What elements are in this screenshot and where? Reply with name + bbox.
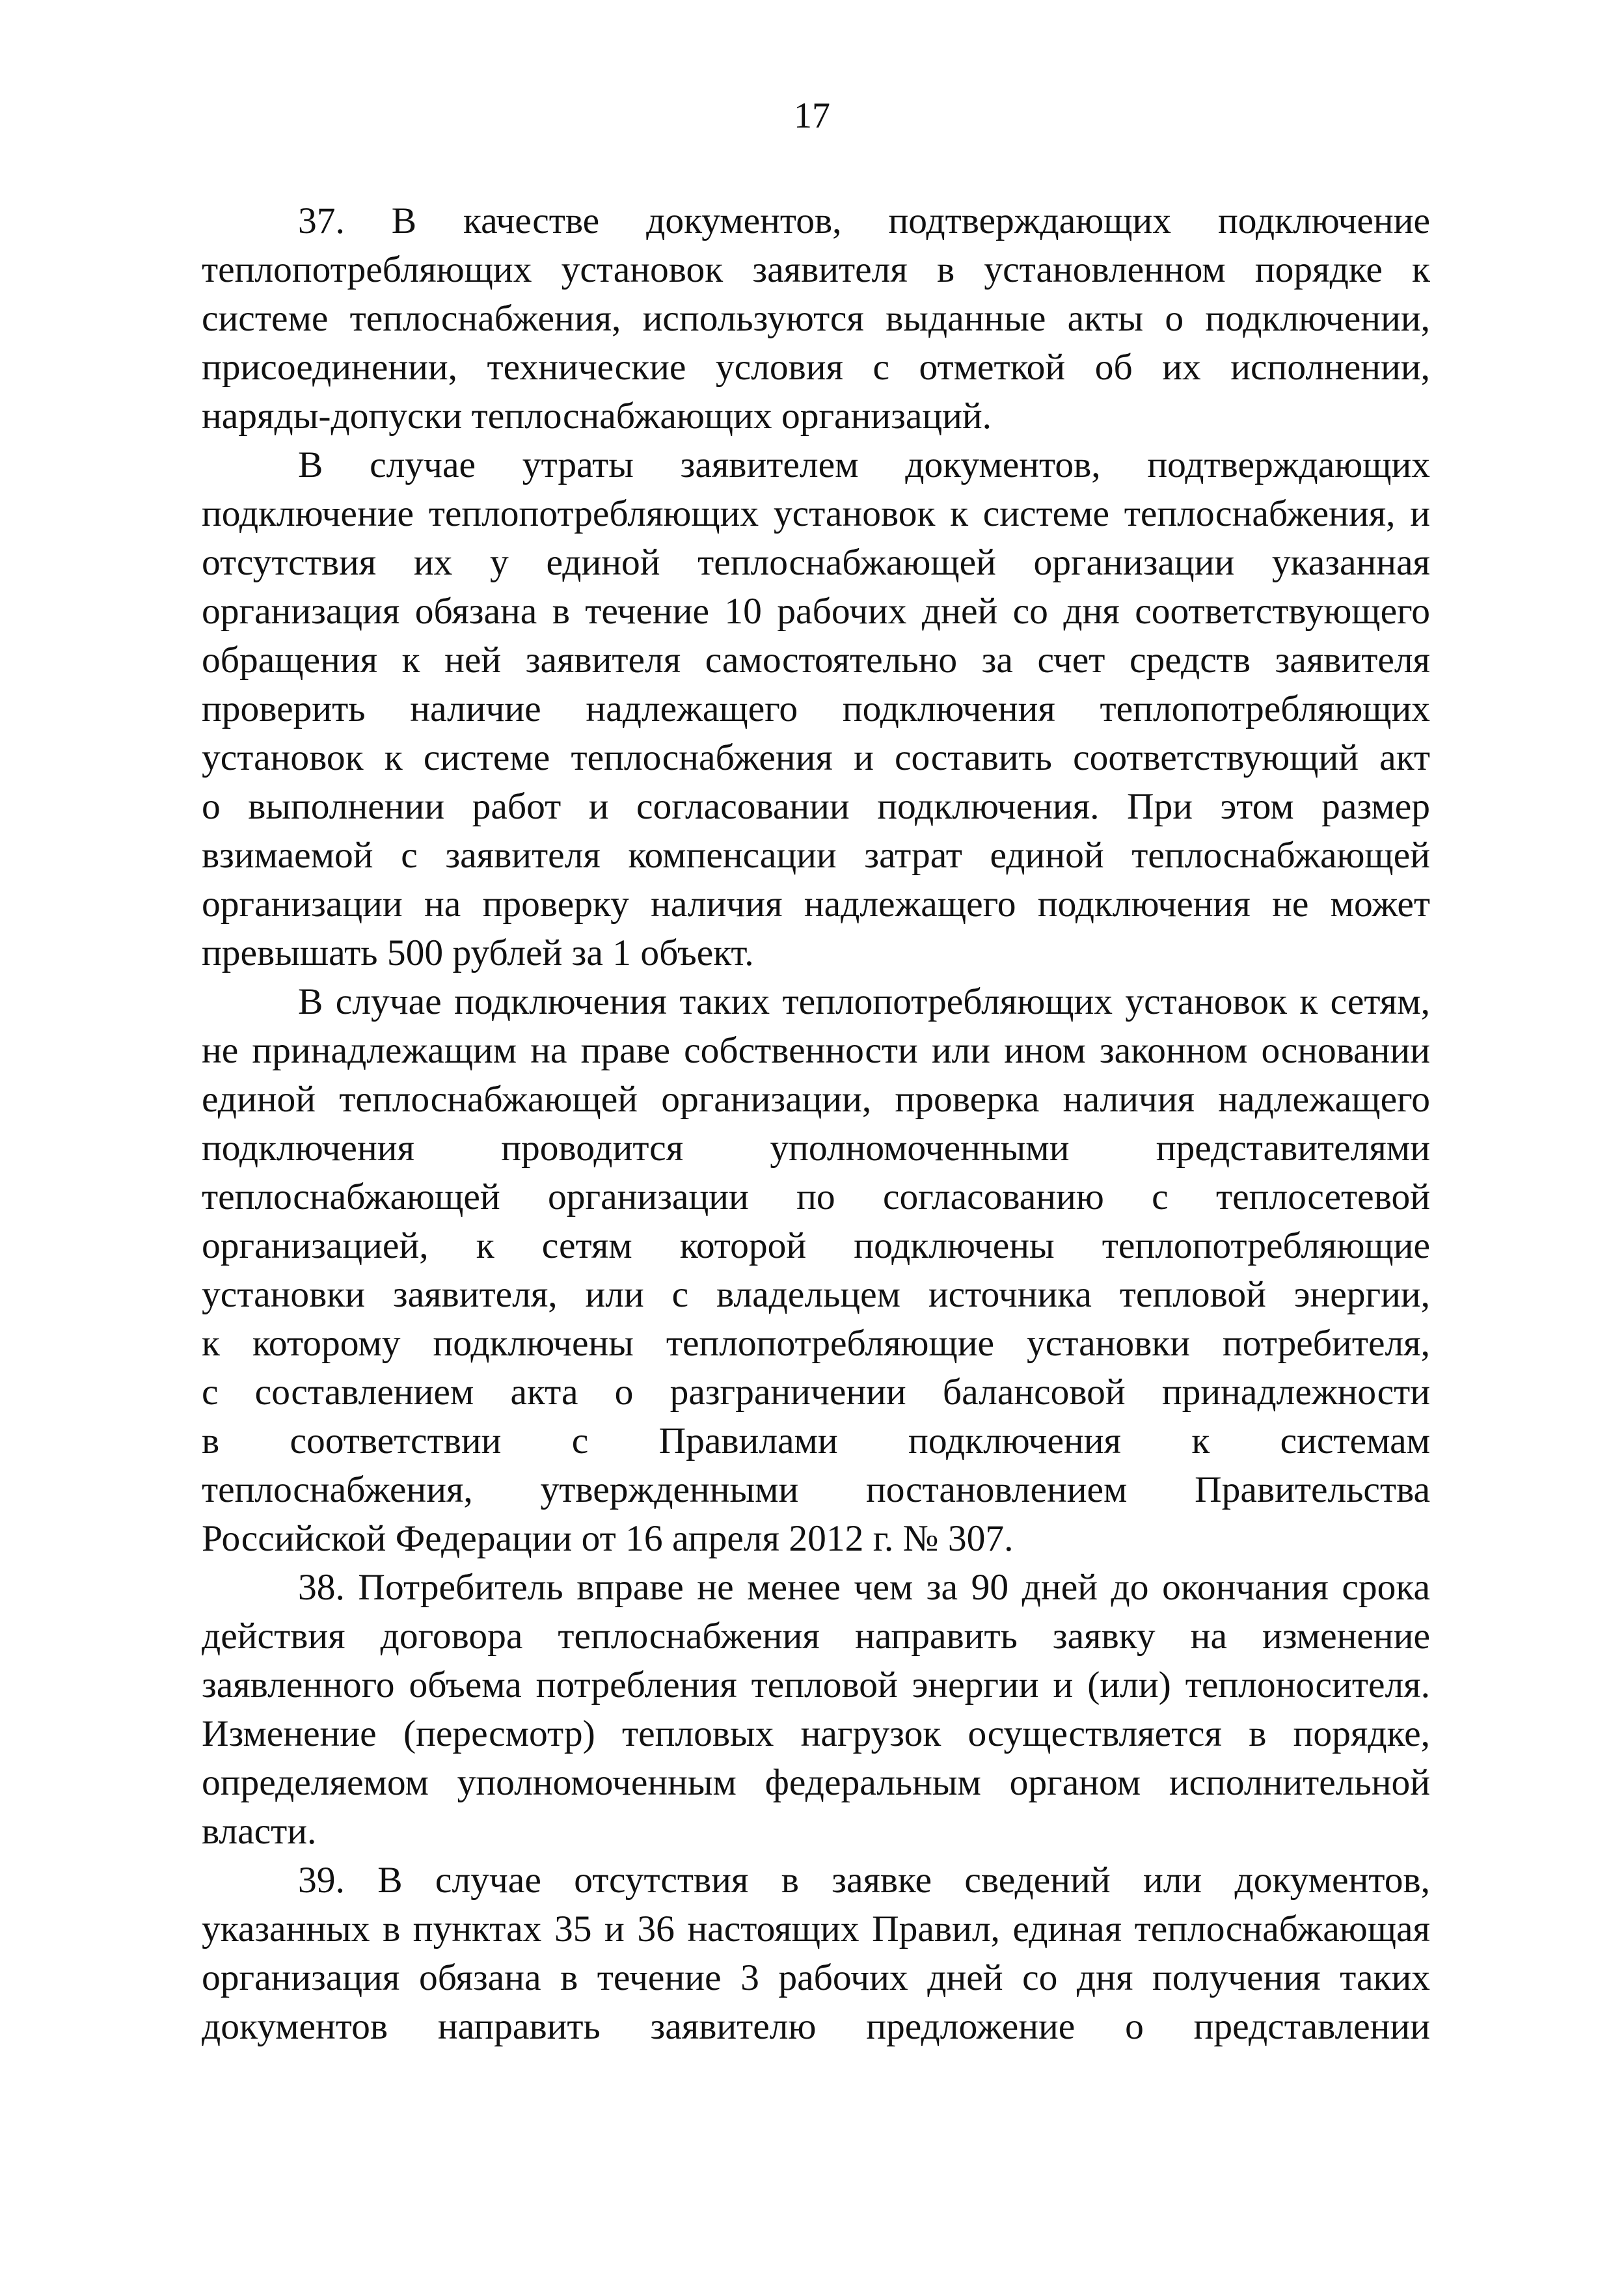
- text-line: В случае утраты заявителем документов, подтверждающих: [298, 444, 1430, 485]
- text-line: с составлением акта о разграничении балансовой принадлежности: [202, 1372, 1430, 1413]
- text-line: превышать 500 рублей за 1 объект.: [202, 932, 754, 973]
- text-line: в соответствии с Правилами подключения к системам: [202, 1420, 1430, 1461]
- text-line: организации на проверку наличия надлежащего подключения не может: [202, 884, 1430, 925]
- text-line: обращения к ней заявителя самостоятельно за счет средств заявителя: [202, 640, 1430, 681]
- paragraph-foreign-networks: [202, 977, 1430, 1563]
- text-line: указанных в пунктах 35 и 36 настоящих Правил, единая теплоснабжающая: [202, 1908, 1430, 1949]
- document-body: [202, 197, 1430, 2051]
- paragraph-37: [202, 197, 1430, 441]
- text-line: наряды-допуски теплоснабжающих организаций.: [202, 396, 992, 437]
- text-line: Российской Федерации от 16 апреля 2012 г. № 307.: [202, 1518, 1014, 1559]
- text-line: действия договора теплоснабжения направить заявку на изменение: [202, 1616, 1430, 1657]
- text-line: установки заявителя, или с владельцем источника тепловой энергии,: [202, 1274, 1430, 1315]
- text-line: организация обязана в течение 10 рабочих дней со дня соответствующего: [202, 591, 1430, 632]
- text-line: власти.: [202, 1811, 317, 1852]
- text-line: проверить наличие надлежащего подключения теплопотребляющих: [202, 688, 1430, 729]
- text-line: о выполнении работ и согласовании подключения. При этом размер: [202, 786, 1430, 827]
- text-line: к которому подключены теплопотребляющие установки потребителя,: [202, 1323, 1430, 1364]
- paragraph-39: [202, 1856, 1430, 2051]
- text-line: теплоснабжения, утвержденными постановлением Правительства: [202, 1469, 1430, 1510]
- text-line: теплопотребляющих установок заявителя в установленном порядке к: [202, 249, 1430, 290]
- text-line: В случае подключения таких теплопотребляющих установок к сетям,: [298, 981, 1430, 1022]
- text-line: 37. В качестве документов, подтверждающих подключение: [298, 200, 1430, 241]
- text-line: установок к системе теплоснабжения и составить соответствующий акт: [202, 737, 1430, 778]
- paragraph-loss-of-documents: [202, 441, 1430, 977]
- text-line: отсутствия их у единой теплоснабжающей организации указанная: [202, 542, 1430, 583]
- text-line: подключения проводится уполномоченными представителями: [202, 1128, 1430, 1169]
- text-line: взимаемой с заявителя компенсации затрат единой теплоснабжающей: [202, 835, 1430, 876]
- text-line: Изменение (пересмотр) тепловых нагрузок осуществляется в порядке,: [202, 1713, 1430, 1754]
- text-line: 38. Потребитель вправе не менее чем за 90 дней до окончания срока: [298, 1567, 1430, 1608]
- text-line: документов направить заявителю предложение о представлении: [202, 2006, 1430, 2047]
- text-line: организацией, к сетям которой подключены теплопотребляющие: [202, 1225, 1430, 1266]
- text-line: заявленного объема потребления тепловой энергии и (или) теплоносителя.: [202, 1664, 1430, 1705]
- text-line: не принадлежащим на праве собственности или ином законном основании: [202, 1030, 1430, 1071]
- text-line: определяемом уполномоченным федеральным органом исполнительной: [202, 1762, 1430, 1803]
- text-line: организация обязана в течение 3 рабочих дней со дня получения таких: [202, 1957, 1430, 1998]
- text-line: присоединении, технические условия с отметкой об их исполнении,: [202, 347, 1430, 388]
- text-line: 39. В случае отсутствия в заявке сведений или документов,: [298, 1860, 1430, 1901]
- text-line: системе теплоснабжения, используются выданные акты о подключении,: [202, 298, 1430, 339]
- page-number: 17: [794, 96, 830, 136]
- text-line: единой теплоснабжающей организации, проверка наличия надлежащего: [202, 1079, 1430, 1120]
- text-line: теплоснабжающей организации по согласованию с теплосетевой: [202, 1176, 1430, 1217]
- paragraph-38: [202, 1563, 1430, 1856]
- text-line: подключение теплопотребляющих установок к системе теплоснабжения, и: [202, 493, 1430, 534]
